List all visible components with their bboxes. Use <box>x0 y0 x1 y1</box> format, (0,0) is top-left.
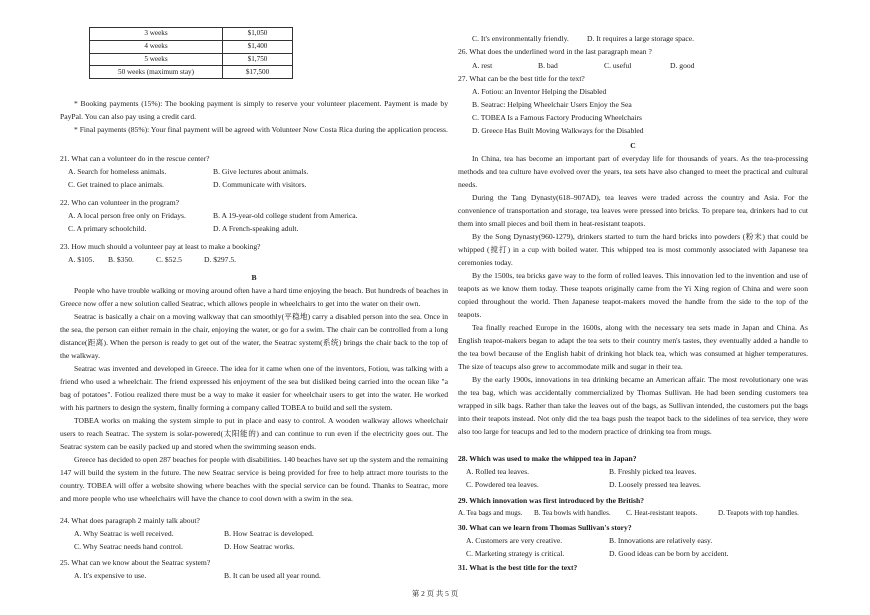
price-cell: $1,400 <box>223 40 293 53</box>
page-footer: 第 2 页 共 5 页 <box>411 589 459 598</box>
option-23c[interactable]: C. $52.5 <box>156 255 182 264</box>
passage-c-paragraph: By the 1500s, tea bricks gave way to the form of rolled leaves. This innovation led to the invention and use of teapots as we know them today. These teapots originally came from the Yi Xing region of China and were soon copied throughout the world. Then Japanese teapot-makers moved the handle from the side to the top of the teapots. <box>458 271 808 319</box>
option-29d[interactable]: D. Teapots with top handles. <box>718 509 799 517</box>
passage-c-paragraph: In China, tea has become an important part of everyday life for thousands of years. As the tea-processing methods and tea culture have evolved over the years, tea sets have also changed to meet the practical and cultural needs. <box>458 154 808 189</box>
option-27c[interactable]: C. TOBEA Is a Famous Factory Producing Wheelchairs <box>472 113 642 122</box>
question-26 <box>458 45 808 72</box>
option-27b[interactable]: B. Seatrac: Helping Wheelchair Users Enjoy the Sea <box>472 100 632 109</box>
duration-cell: 5 weeks <box>90 53 223 66</box>
booking-payment-text: * Booking payments (15%): The booking payment is simply to reserve your volunteer placement. Payment is made by PayPal. You can also pay using a credit card. <box>60 99 448 121</box>
price-table-row <box>90 28 293 41</box>
question-31 <box>458 561 808 574</box>
option-24b[interactable]: B. How Seatrac is developed. <box>224 529 314 538</box>
option-23a[interactable]: A. $105. <box>68 255 95 264</box>
option-24a[interactable]: A. Why Seatrac is well received. <box>74 529 174 538</box>
option-26c[interactable]: C. useful <box>604 61 632 70</box>
question-21-stem: 21. What can a volunteer do in the rescue center? <box>60 154 210 163</box>
option-28c[interactable]: C. Powdered tea leaves. <box>466 480 539 489</box>
question-25 <box>60 556 448 582</box>
question-22 <box>60 196 448 235</box>
price-table-row <box>90 53 293 66</box>
option-30a[interactable]: A. Customers are very creative. <box>466 536 563 545</box>
question-26-stem: 26. What does the underlined word in the last paragraph mean ? <box>458 47 652 56</box>
option-25b[interactable]: B. It can be used all year round. <box>224 571 321 580</box>
question-29-stem: 29. Which innovation was first introduced by the British? <box>458 496 645 505</box>
option-21b[interactable]: B. Give lectures about animals. <box>213 167 309 176</box>
price-table <box>89 27 293 79</box>
duration-cell: 50 weeks (maximum stay) <box>90 66 223 79</box>
passage-b-paragraph: Greece has decided to open 287 beaches for people with disabilities. 140 beaches have set up the system and the remaining 147 will build the system in the future. The new Seatrac service is being provided for free to help attract more tourists to the country. TOBEA will offer a website showing where beaches with the special service can be found. Thanks to Seatrac, more and more people who use wheelchairs will have the chance to cool down with a swim in the sea. <box>60 455 448 503</box>
question-24-stem: 24. What does paragraph 2 mainly talk about? <box>60 516 200 525</box>
question-23 <box>60 240 448 266</box>
option-28d[interactable]: D. Loosely pressed tea leaves. <box>609 480 701 489</box>
option-27a[interactable]: A. Fotiou: an Inventor Helping the Disabled <box>472 87 607 96</box>
option-26a[interactable]: A. rest <box>472 61 493 70</box>
option-23b[interactable]: B. $350. <box>108 255 134 264</box>
passage-b <box>60 284 448 505</box>
question-30 <box>458 521 808 560</box>
question-25-stem: 25. What can we know about the Seatrac system? <box>60 558 211 567</box>
option-22b[interactable]: B. A 19-year-old college student from America. <box>213 211 358 220</box>
option-29c[interactable]: C. Heat-resistant teapots. <box>626 509 698 517</box>
passage-c-paragraph: Tea finally reached Europe in the 1600s, along with the necessary tea sets made in Japan and China. As English teapot-makers began to adapt the tea sets to their country men's tastes, they eventually added a handle to the tea bowl because of the English habit of drinking hot black tea, which was consumed at higher temperatures. The size of teacups also grew to accommodate milk and sugar in their tea. <box>458 323 808 371</box>
section-b-heading: B <box>251 273 257 282</box>
option-24d[interactable]: D. How Seatrac works. <box>224 542 295 551</box>
question-25-cont <box>458 32 808 45</box>
passage-b-paragraph: People who have trouble walking or moving around often have a hard time enjoying the beach. But hundreds of beaches in Greece now offer a new solution called Seatrac, which allows people in wheelchairs to get into the water on their own. <box>60 286 448 308</box>
option-21a[interactable]: A. Search for homeless animals. <box>68 167 167 176</box>
question-28 <box>458 452 808 491</box>
question-28-stem: 28. Which was used to make the whipped tea in Japan? <box>458 454 637 463</box>
option-21d[interactable]: D. Communicate with visitors. <box>213 180 307 189</box>
price-table-row <box>90 40 293 53</box>
question-21 <box>60 152 448 191</box>
option-30b[interactable]: B. Innovations are relatively easy. <box>609 536 713 545</box>
option-28a[interactable]: A. Rolled tea leaves. <box>466 467 530 476</box>
option-27d[interactable]: D. Greece Has Built Moving Walkways for the Disabled <box>472 126 644 135</box>
question-22-stem: 22. Who can volunteer in the program? <box>60 198 180 207</box>
price-cell: $1,050 <box>223 28 293 41</box>
option-25c[interactable]: C. It's environmentally friendly. <box>472 34 569 43</box>
option-29a[interactable]: A. Tea bags and mugs. <box>458 509 523 517</box>
final-payment-text: * Final payments (85%): Your final payment will be agreed with Volunteer Now Costa Rica during the application process. <box>74 125 448 134</box>
option-30d[interactable]: D. Good ideas can be born by accident. <box>609 549 729 558</box>
option-23d[interactable]: D. $297.5. <box>204 255 237 264</box>
option-22c[interactable]: C. A primary schoolchild. <box>68 224 147 233</box>
question-27 <box>458 72 808 137</box>
question-30-stem: 30. What can we learn from Thomas Sullivan's story? <box>458 523 632 532</box>
option-25d[interactable]: D. It requires a large storage space. <box>587 34 694 43</box>
passage-c-paragraph: By the Song Dynasty(960-1279), drinkers started to turn the hard bricks into powders (粉末) that could be whipped (搅打) in a cup with boiled water. This whipped tea is most commonly associated with Japanese tea ceremonies today. <box>458 232 808 267</box>
option-21c[interactable]: C. Get trained to place animals. <box>68 180 164 189</box>
question-24 <box>60 514 448 553</box>
option-24c[interactable]: C. Why Seatrac needs hand control. <box>74 542 183 551</box>
duration-cell: 3 weeks <box>90 28 223 41</box>
passage-c-paragraph: During the Tang Dynasty(618–907AD), tea leaves were traded across the country and Asia. For the convenience of transportation and storage, tea leaves were pressed into bricks. To prepare tea, drinkers had to cut them into small pieces and boil them in heat-resistant teapots. <box>458 193 808 228</box>
passage-b-paragraph: TOBEA works on making the system simple to put in place and easy to control. A wooden walkway allows wheelchair users to reach Seatrac. The system is solar-powered(太阳能的) and can continue to run even if the electricity goes out. The Seatrac system can be easily packed up and stored when the swimming season ends. <box>60 416 448 451</box>
question-23-stem: 23. How much should a volunteer pay at least to make a booking? <box>60 242 261 251</box>
price-cell: $1,750 <box>223 53 293 66</box>
passage-b-paragraph: Seatrac was invented and developed in Greece. The idea for it came when one of the inventors, Fotiou, was talking with a friend who used a wheelchair. The friend expressed his enjoyment of the sea but disliked being carried into the ocean like "a bag of potatoes". Fotiou realized there must be a way to make it easier for wheelchair users to get into the water. He worked with his partners to design the system, finally forming a company called TOBEA to build and sell the system. <box>60 364 448 412</box>
option-28b[interactable]: B. Freshly picked tea leaves. <box>609 467 697 476</box>
duration-cell: 4 weeks <box>90 40 223 53</box>
passage-c-paragraph: By the early 1900s, innovations in tea drinking became an American affair. The most revolutionary one was the tea bag, which was accidentally commercialized by Thomas Sullivan. He had been sending customers tea wrapped in silk bags. Rather than take the leaves out of the bags, as Sullivan intended, the customers put the bags into their teapots instead. Not only did the tea bags push the teapot back to the sidelines of tea service, they were also too large for teacups and led to the modern practice of drinking tea from mugs. <box>458 375 808 436</box>
option-22d[interactable]: D. A French-speaking adult. <box>213 224 299 233</box>
price-table-row <box>90 66 293 79</box>
option-26d[interactable]: D. good <box>670 61 695 70</box>
option-25a[interactable]: A. It's expensive to use. <box>74 571 147 580</box>
option-22a[interactable]: A. A local person free only on Fridays. <box>68 211 186 220</box>
section-c-heading: C <box>630 141 636 150</box>
option-30c[interactable]: C. Marketing strategy is critical. <box>466 549 565 558</box>
passage-c <box>458 152 808 438</box>
price-cell: $17,500 <box>223 66 293 79</box>
question-29 <box>458 494 808 520</box>
option-26b[interactable]: B. bad <box>538 61 558 70</box>
option-29b[interactable]: B. Tea bowls with handles. <box>534 509 611 517</box>
question-31-stem: 31. What is the best title for the text? <box>458 563 578 572</box>
question-27-stem: 27. What can be the best title for the text? <box>458 74 585 83</box>
passage-b-paragraph: Seatrac is basically a chair on a moving walkway that can smoothly(平稳地) carry a disabled person into the sea. Once in the sea, the person can either remain in the chair, enjoying the water, or go for a swim. The chair can be controlled from a long distance(距离). When the person is ready to get out of the water, the Seatrac system(系统) brings the chair back to the top of the walkway. <box>60 312 448 360</box>
